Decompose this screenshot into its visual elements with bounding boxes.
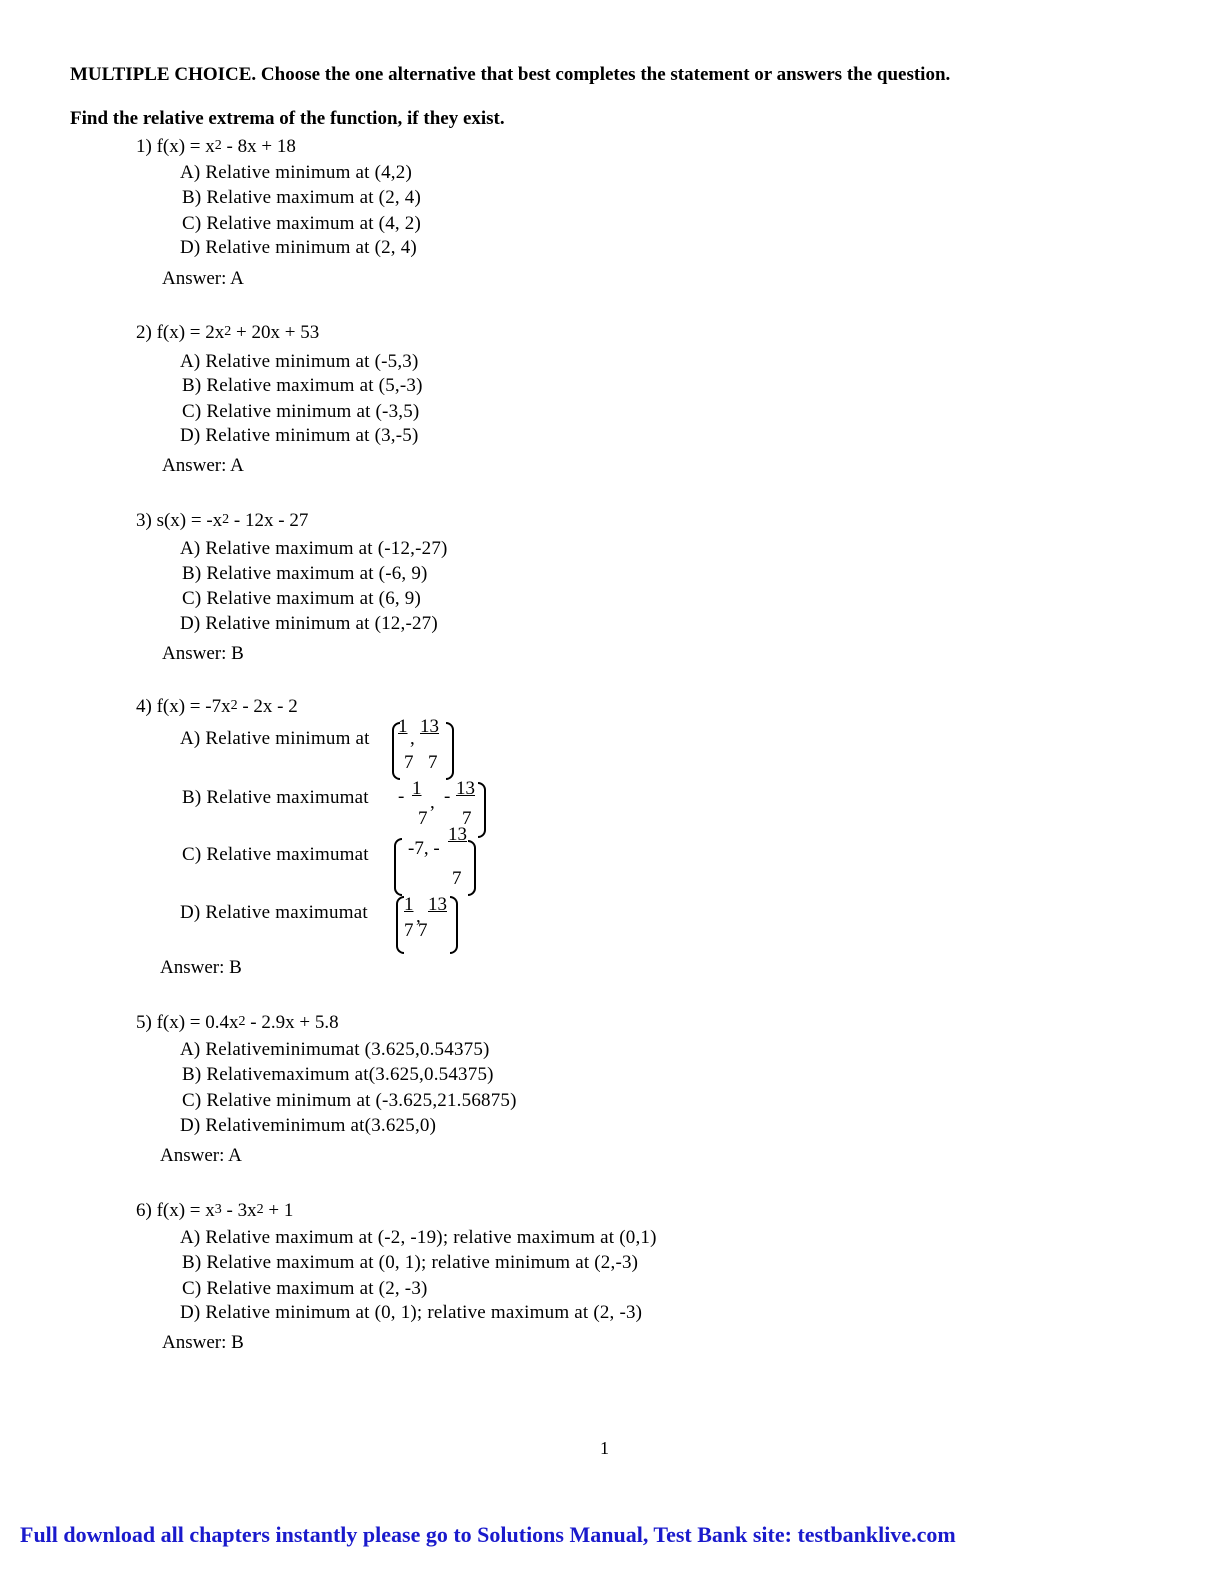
option-d: D) Relative minimum at (12,-27) [180, 613, 438, 634]
option-d: D) Relative minimum at (0, 1); relative maximum at (2, -3) [180, 1302, 643, 1323]
function-text: - 12x - 27 [229, 510, 309, 531]
right-paren [478, 782, 486, 838]
answer: Answer: A [160, 1145, 242, 1166]
denominator: 7 [418, 808, 428, 829]
option-d: D) Relative maximumat [180, 902, 368, 923]
option-b: B) Relative maximum at (2, 4) [182, 187, 422, 208]
option-b: B) Relative maximumat [182, 787, 369, 808]
numerator: 1 [398, 716, 408, 737]
function-text: + 1 [263, 1200, 294, 1221]
minus-sign: - [398, 786, 405, 807]
instructions-heading: MULTIPLE CHOICE. Choose the one alternative that best completes the statement or answers the question. [70, 64, 951, 85]
answer: Answer: A [162, 268, 244, 289]
question-5 [136, 1012, 339, 1034]
option-b: B) Relativemaximum at(3.625,0.54375) [182, 1064, 494, 1085]
exponent: 2 [214, 138, 222, 153]
option-c: C) Relative minimum at (-3,5) [182, 401, 420, 422]
option-d: D) Relative minimum at (3,-5) [180, 425, 419, 446]
answer: Answer: B [160, 957, 242, 978]
option-d: D) Relativeminimum at(3.625,0) [180, 1115, 437, 1136]
exponent: 2 [222, 512, 230, 527]
function-text: s(x) = -x [156, 510, 223, 531]
exponent: 2 [256, 1202, 264, 1217]
fraction-prefix: -7, - [408, 838, 440, 859]
function-text: f(x) = -7x [156, 696, 231, 717]
option-a: A) Relative minimum at (4,2) [180, 162, 412, 183]
exponent: 3 [214, 1202, 222, 1217]
question-6 [136, 1200, 293, 1222]
question-number: 2) [136, 322, 152, 343]
option-a: A) Relative maximum at (-12,-27) [180, 538, 448, 559]
option-c: C) Relative maximum at (6, 9) [182, 588, 422, 609]
left-paren [396, 896, 404, 954]
option-c: C) Relative maximumat [182, 844, 369, 865]
minus-sign: - [444, 786, 451, 807]
comma: , [410, 728, 415, 749]
denominator: 7 [418, 920, 428, 941]
exponent: 2 [230, 698, 238, 713]
function-text: f(x) = x [156, 1200, 215, 1221]
left-paren [394, 838, 402, 896]
option-a: A) Relative minimum at (-5,3) [180, 351, 419, 372]
option-b: B) Relative maximum at (-6, 9) [182, 563, 428, 584]
question-number: 1) [136, 136, 152, 157]
option-c: C) Relative maximum at (2, -3) [182, 1278, 428, 1299]
denominator: 7 [404, 752, 414, 773]
page-number: 1 [600, 1438, 609, 1458]
right-paren [446, 722, 454, 780]
denominator: 7 [404, 920, 414, 941]
numerator: 13 [456, 778, 475, 799]
function-text: - 2x - 2 [237, 696, 298, 717]
question-number: 3) [136, 510, 152, 531]
question-2 [136, 322, 319, 344]
comma: , [430, 792, 435, 813]
comma: , [416, 906, 421, 927]
option-d: D) Relative minimum at (2, 4) [180, 237, 417, 258]
question-number: 6) [136, 1200, 152, 1221]
denominator: 7 [428, 752, 438, 773]
answer: Answer: A [162, 455, 244, 476]
denominator: 7 [452, 868, 462, 889]
numerator: 1 [404, 894, 414, 915]
right-paren [450, 896, 458, 954]
option-a: A) Relative maximum at (-2, -19); relative maximum at (0,1) [180, 1227, 657, 1248]
function-text: - 8x + 18 [221, 136, 296, 157]
option-a: A) Relativeminimumat (3.625,0.54375) [180, 1039, 490, 1060]
question-number: 5) [136, 1012, 152, 1033]
question-1 [136, 136, 296, 158]
exponent: 2 [238, 1014, 246, 1029]
question-number: 4) [136, 696, 152, 717]
footer-link[interactable]: Full download all chapters instantly please go to Solutions Manual, Test Bank site: testbanklive.com [20, 1522, 956, 1547]
function-text: f(x) = x [156, 136, 215, 157]
answer: Answer: B [162, 643, 244, 664]
question-4 [136, 696, 298, 718]
numerator: 13 [420, 716, 439, 737]
exponent: 2 [224, 324, 232, 339]
numerator: 13 [428, 894, 447, 915]
right-paren [468, 840, 476, 896]
answer: Answer: B [162, 1332, 244, 1353]
function-text: - 2.9x + 5.8 [245, 1012, 339, 1033]
option-b: B) Relative maximum at (0, 1); relative minimum at (2,-3) [182, 1252, 639, 1273]
numerator: 13 [448, 824, 467, 845]
section-heading: Find the relative extrema of the function, if they exist. [70, 108, 505, 129]
question-3 [136, 510, 308, 532]
function-text: f(x) = 2x [156, 322, 225, 343]
function-text: + 20x + 53 [231, 322, 320, 343]
numerator: 1 [412, 778, 422, 799]
denominator: 7 [462, 808, 472, 829]
function-text: - 3x [221, 1200, 257, 1221]
option-c: C) Relative minimum at (-3.625,21.56875) [182, 1090, 517, 1111]
option-a: A) Relative minimum at [180, 728, 370, 749]
option-b: B) Relative maximum at (5,-3) [182, 375, 423, 396]
option-c: C) Relative maximum at (4, 2) [182, 213, 422, 234]
function-text: f(x) = 0.4x [156, 1012, 239, 1033]
